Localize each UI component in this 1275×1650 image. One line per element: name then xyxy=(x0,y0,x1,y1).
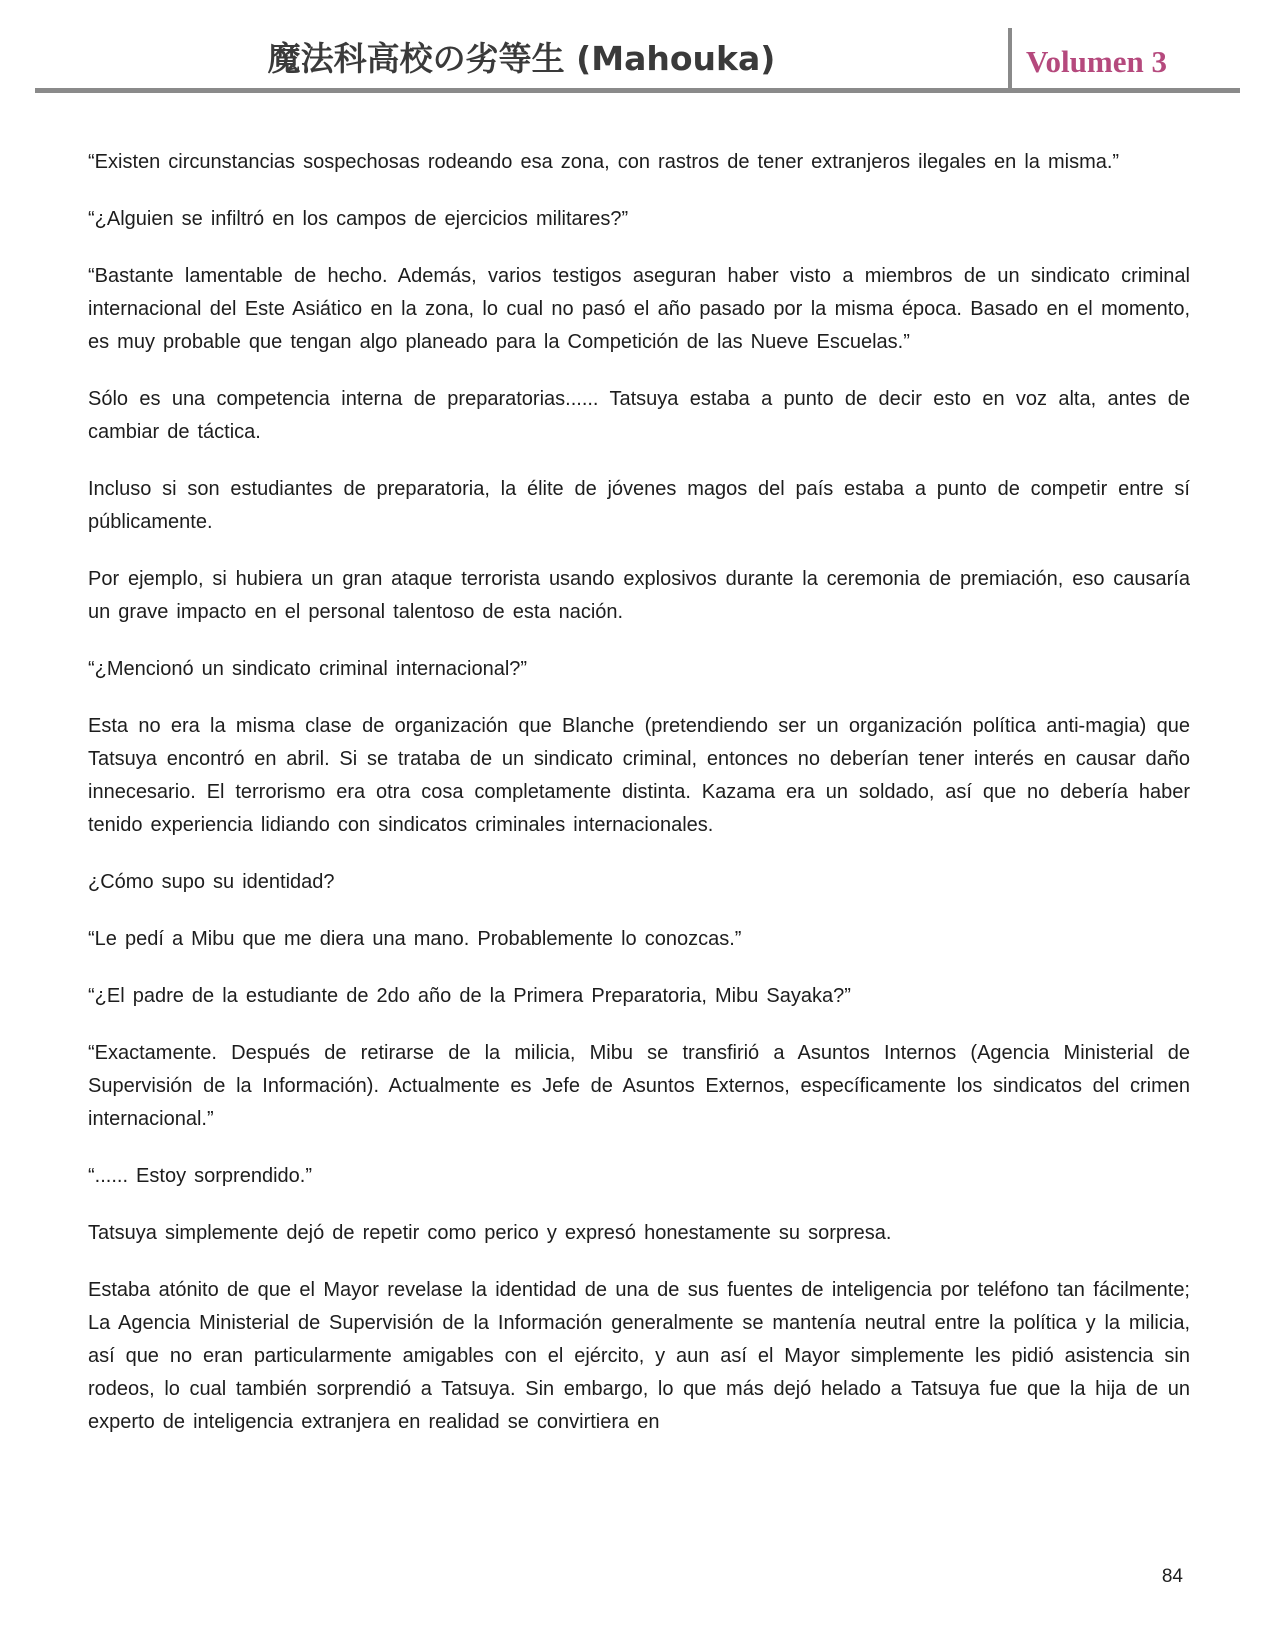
paragraph: “¿Mencionó un sindicato criminal internacional?” xyxy=(88,658,528,680)
paragraph: “Le pedí a Mibu que me diera una mano. Probablemente lo conozcas.” xyxy=(88,928,742,950)
header-volume-area xyxy=(1008,28,1240,88)
paragraph: Tatsuya simplemente dejó de repetir como perico y expresó honestamente su sorpresa. xyxy=(88,1222,892,1244)
paragraph: ¿Cómo supo su identidad? xyxy=(88,871,335,893)
paragraph: “Existen circunstancias sospechosas rodeando esa zona, con rastros de tener extranjeros ilegales en la misma.” xyxy=(88,151,1120,173)
header-title-area xyxy=(35,0,1008,88)
volume-label: Volumen 3 xyxy=(1026,44,1167,79)
paragraph: Incluso si son estudiantes de preparatoria, la élite de jóvenes magos del país estaba a punto de competir entre sí públicamente. xyxy=(88,478,1190,533)
paragraph: “¿El padre de la estudiante de 2do año de la Primera Preparatoria, Mibu Sayaka?” xyxy=(88,985,851,1007)
paragraph: “Exactamente. Después de retirarse de la milicia, Mibu se transfirió a Asuntos Internos (Agencia Ministerial de Supervisión de la Información). Actualmente es Jefe de Asuntos Externos, específicamente los sindicatos del crimen internacional.” xyxy=(88,1042,1190,1130)
paragraph: “¿Alguien se infiltró en los campos de ejercicios militares?” xyxy=(88,208,629,230)
paragraph: “...... Estoy sorprendido.” xyxy=(88,1165,312,1187)
page-header xyxy=(35,0,1240,93)
paragraph: “Bastante lamentable de hecho. Además, varios testigos aseguran haber visto a miembros de un sindicato criminal internacional del Este Asiático en la zona, lo cual no pasó el año pasado por la misma época. Basado en el momento, es muy probable que tengan algo planeado para la Competición de las Nueve Escuelas.” xyxy=(88,265,1190,353)
paragraph: Esta no era la misma clase de organización que Blanche (pretendiendo ser un organización política anti-magia) que Tatsuya encontró en abril. Si se trataba de un sindicato criminal, entonces no deberían tener interés en causar daño innecesario. El terrorismo era otra cosa completamente distinta. Kazama era un soldado, así que no debería haber tenido experiencia lidiando con sindicatos criminales internacionales. xyxy=(88,715,1190,836)
body-text xyxy=(88,146,1190,1439)
paragraph: Por ejemplo, si hubiera un gran ataque terrorista usando explosivos durante la ceremonia de premiación, eso causaría un grave impacto en el personal talentoso de esta nación. xyxy=(88,568,1190,623)
page-number: 84 xyxy=(1161,1566,1183,1587)
paragraph: Estaba atónito de que el Mayor revelase la identidad de una de sus fuentes de inteligencia por teléfono tan fácilmente; La Agencia Ministerial de Supervisión de la Información generalmente se mantenía neutral entre la política y la milicia, así que no eran particularmente amigables con el ejército, y aun así el Mayor simplemente les pidió asistencia sin rodeos, lo cual también sorprendió a Tatsuya. Sin embargo, lo que más dejó helado a Tatsuya fue que la hija de un experto de inteligencia extranjera en realidad se convirtiera en xyxy=(88,1279,1190,1433)
paragraph: Sólo es una competencia interna de preparatorias...... Tatsuya estaba a punto de decir esto en voz alta, antes de cambiar de táctica. xyxy=(88,388,1190,443)
page-title: 魔法科高校の劣等生 (Mahouka) xyxy=(267,39,776,78)
